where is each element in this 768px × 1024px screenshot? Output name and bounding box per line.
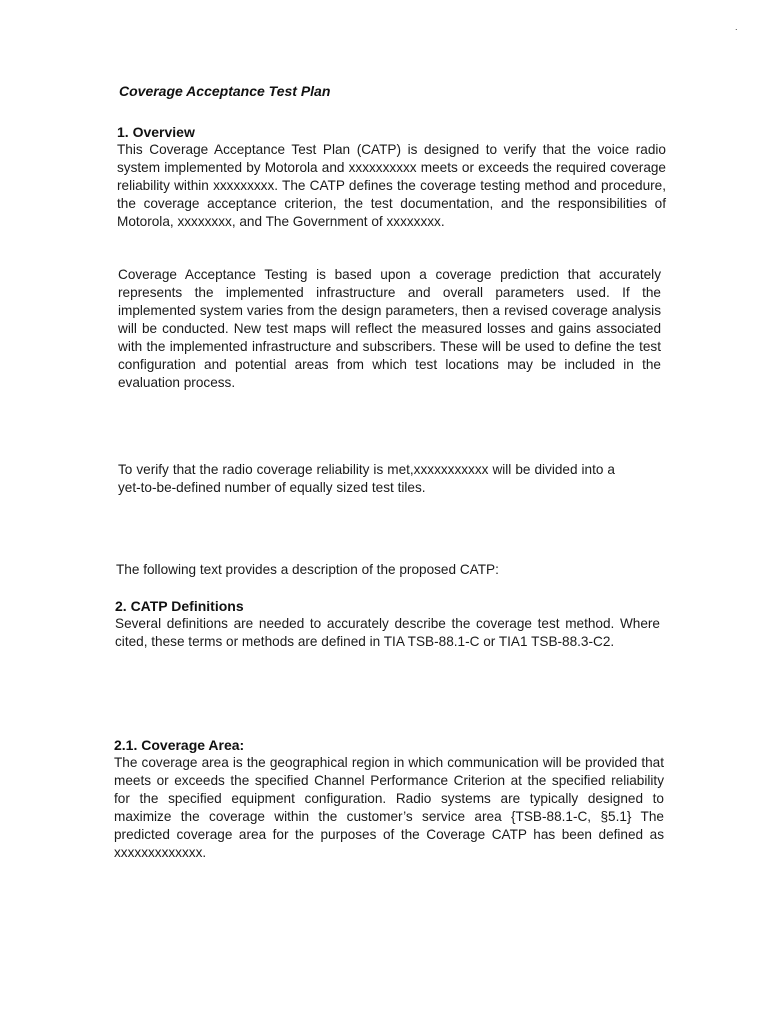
definitions-heading: 2. CATP Definitions: [115, 598, 244, 614]
coverage-area-paragraph: The coverage area is the geographical region in which communication will be provided that meets or exceeds the specified Channel Performance Criterion at the specified reliability for the specified equipment configuration. Radio systems are typically designed to maximize the coverage within the customer’s service area {TSB-88.1-C, §5.1} The predicted coverage area for the purposes of the Coverage CATP has been defined as xxxxxxxxxxxxx.: [114, 755, 664, 860]
overview-paragraph-1: This Coverage Acceptance Test Plan (CATP) is designed to verify that the voice radio system implemented by Motorola and xxxxxxxxxx meets or exceeds the required coverage reliability within xxxxxxxxx. The CATP defines the coverage testing method and procedure, the coverage acceptance criterion, the test documentation, and the responsibilities of Motorola, xxxxxxxx, and The Government of xxxxxxxx.: [117, 142, 666, 229]
overview-paragraph-2: Coverage Acceptance Testing is based upon a coverage prediction that accurately represents the implemented infrastructure and overall parameters used. If the implemented system varies from the design parameters, then a revised coverage analysis will be conducted. New test maps will reflect the measured losses and gains associated with the implemented infrastructure and subscribers. These will be used to define the test configuration and potential areas from which test locations may be included in the evaluation process.: [118, 267, 661, 390]
coverage-area-heading: 2.1. Coverage Area:: [114, 737, 245, 753]
overview-paragraph-3: To verify that the radio coverage reliability is met,xxxxxxxxxxx will be divided into a yet-to-be-defined number of equally sized test tiles.: [118, 462, 615, 495]
definitions-section: [115, 597, 660, 651]
overview-paragraph-4: The following text provides a description of the proposed CATP:: [116, 562, 499, 577]
overview-section: [117, 123, 666, 231]
definitions-paragraph: Several definitions are needed to accurately describe the coverage test method. Where cited, these terms or methods are defined in TIA TSB-88.1-C or TIA1 TSB-88.3-C2.: [115, 616, 660, 649]
overview-heading: 1. Overview: [117, 124, 195, 140]
coverage-area-section: [114, 736, 664, 862]
corner-mark: .: [735, 22, 738, 32]
document-title: Coverage Acceptance Test Plan: [119, 83, 331, 99]
